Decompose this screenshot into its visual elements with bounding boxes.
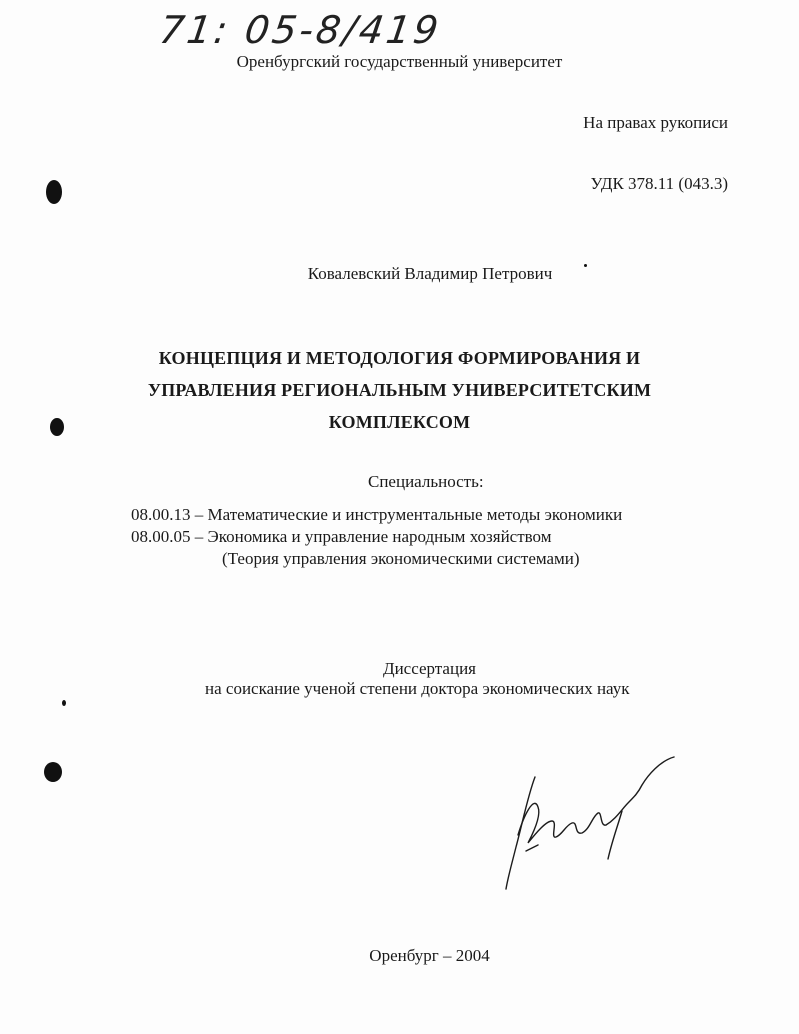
- scan-mark: [62, 700, 66, 706]
- place-and-year: Оренбург – 2004: [369, 946, 490, 965]
- title-line-2: УПРАВЛЕНИЯ РЕГИОНАЛЬНЫМ УНИВЕРСИТЕТСКИМ: [147, 380, 652, 400]
- signature: [500, 755, 690, 895]
- specialty-2: 08.00.05 – Экономика и управление народным хозяйством: [131, 527, 552, 546]
- degree-line: на соискание ученой степени доктора экономических наук: [205, 679, 630, 698]
- scan-mark: [584, 264, 587, 267]
- scan-mark: [50, 418, 64, 436]
- author-name: Ковалевский Владимир Петрович: [307, 264, 553, 283]
- document-type: Диссертация: [382, 659, 476, 678]
- title-line-1: КОНЦЕПЦИЯ И МЕТОДОЛОГИЯ ФОРМИРОВАНИЯ И: [158, 348, 641, 368]
- specialty-2-note: (Теория управления экономическими системами): [222, 549, 580, 568]
- scan-mark: [44, 762, 62, 782]
- scan-mark: [46, 180, 62, 204]
- university-name: Оренбургский государственный университет: [236, 52, 563, 71]
- archive-number: 71: 05-8/419: [156, 8, 444, 52]
- specialty-label: Специальность:: [368, 472, 484, 491]
- specialty-1: 08.00.13 – Математические и инструментальные методы экономики: [131, 505, 623, 524]
- manuscript-rights-note: На правах рукописи: [583, 113, 728, 132]
- title-line-3: КОМПЛЕКСОМ: [328, 412, 471, 432]
- udc-code: УДК 378.11 (043.3): [590, 174, 728, 193]
